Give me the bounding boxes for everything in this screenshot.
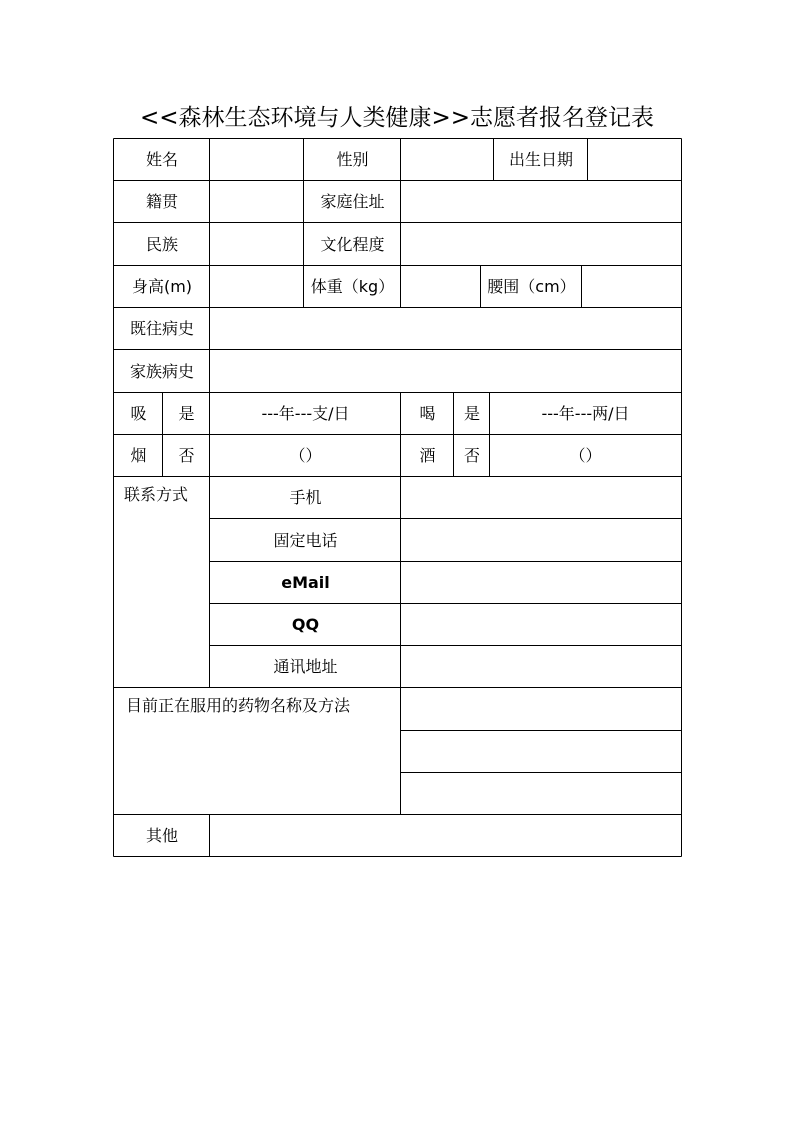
gender-field[interactable]: [401, 139, 494, 181]
drink-no-option[interactable]: 否: [463, 446, 480, 465]
drink-label-bottom: 酒: [419, 446, 436, 465]
smoke-label-bottom: 烟: [130, 446, 147, 465]
education-field[interactable]: [401, 223, 681, 266]
qq-field[interactable]: [401, 604, 681, 646]
drink-amount-field[interactable]: ---年---两/日: [541, 404, 630, 423]
mobile-field[interactable]: [401, 477, 681, 519]
medication-field-3[interactable]: [401, 773, 681, 815]
contact-label: 联系方式: [124, 485, 189, 504]
waist-field[interactable]: [582, 266, 681, 308]
landline-field[interactable]: [401, 519, 681, 562]
drink-label-top: 喝: [419, 404, 436, 423]
home-address-field[interactable]: [401, 181, 681, 223]
waist-label: 腰围（cm）: [487, 277, 576, 296]
drink-no-paren[interactable]: （）: [569, 446, 602, 465]
email-field[interactable]: [401, 562, 681, 604]
smoke-amount-field[interactable]: ---年---支/日: [261, 404, 350, 423]
weight-field[interactable]: [401, 266, 481, 308]
medication-field-2[interactable]: [401, 731, 681, 773]
smoke-no-option[interactable]: 否: [178, 446, 195, 465]
ethnicity-label: 民族: [145, 234, 178, 254]
medication-label: 目前正在服用的药物名称及方法: [126, 696, 351, 715]
name-field[interactable]: [210, 139, 304, 181]
mail-address-label: 通讯地址: [273, 657, 338, 676]
medication-field-1[interactable]: [401, 688, 681, 731]
height-field[interactable]: [210, 266, 304, 308]
gender-label: 性别: [336, 150, 369, 169]
qq-label: QQ: [291, 615, 320, 634]
form-title: <<森林生态环境与人类健康>>志愿者报名登记表: [139, 105, 655, 131]
home-address-label: 家庭住址: [320, 192, 385, 211]
native-place-label: 籍贯: [145, 192, 178, 211]
other-label: 其他: [145, 826, 178, 845]
birth-date-label: 出生日期: [508, 150, 573, 169]
native-place-field[interactable]: [210, 181, 304, 223]
landline-label: 固定电话: [273, 530, 338, 550]
smoke-label-top: 吸: [130, 404, 147, 423]
past-history-label: 既往病史: [129, 319, 194, 338]
education-label: 文化程度: [320, 234, 385, 254]
drink-yes-option[interactable]: 是: [463, 404, 480, 423]
smoke-yes-option[interactable]: 是: [178, 404, 195, 423]
smoke-no-paren[interactable]: （）: [289, 446, 322, 465]
other-field[interactable]: [210, 815, 681, 857]
family-history-label: 家族病史: [129, 361, 194, 381]
email-label: eMail: [281, 573, 330, 592]
name-label: 姓名: [145, 150, 178, 169]
past-history-field[interactable]: [210, 308, 681, 350]
family-history-field[interactable]: [210, 350, 681, 393]
birth-date-field[interactable]: [588, 139, 681, 181]
ethnicity-field[interactable]: [210, 223, 304, 266]
mobile-label: 手机: [289, 488, 322, 507]
mail-address-field[interactable]: [401, 646, 681, 688]
height-label: 身高(m): [131, 277, 193, 296]
weight-label: 体重（kg）: [310, 277, 395, 296]
